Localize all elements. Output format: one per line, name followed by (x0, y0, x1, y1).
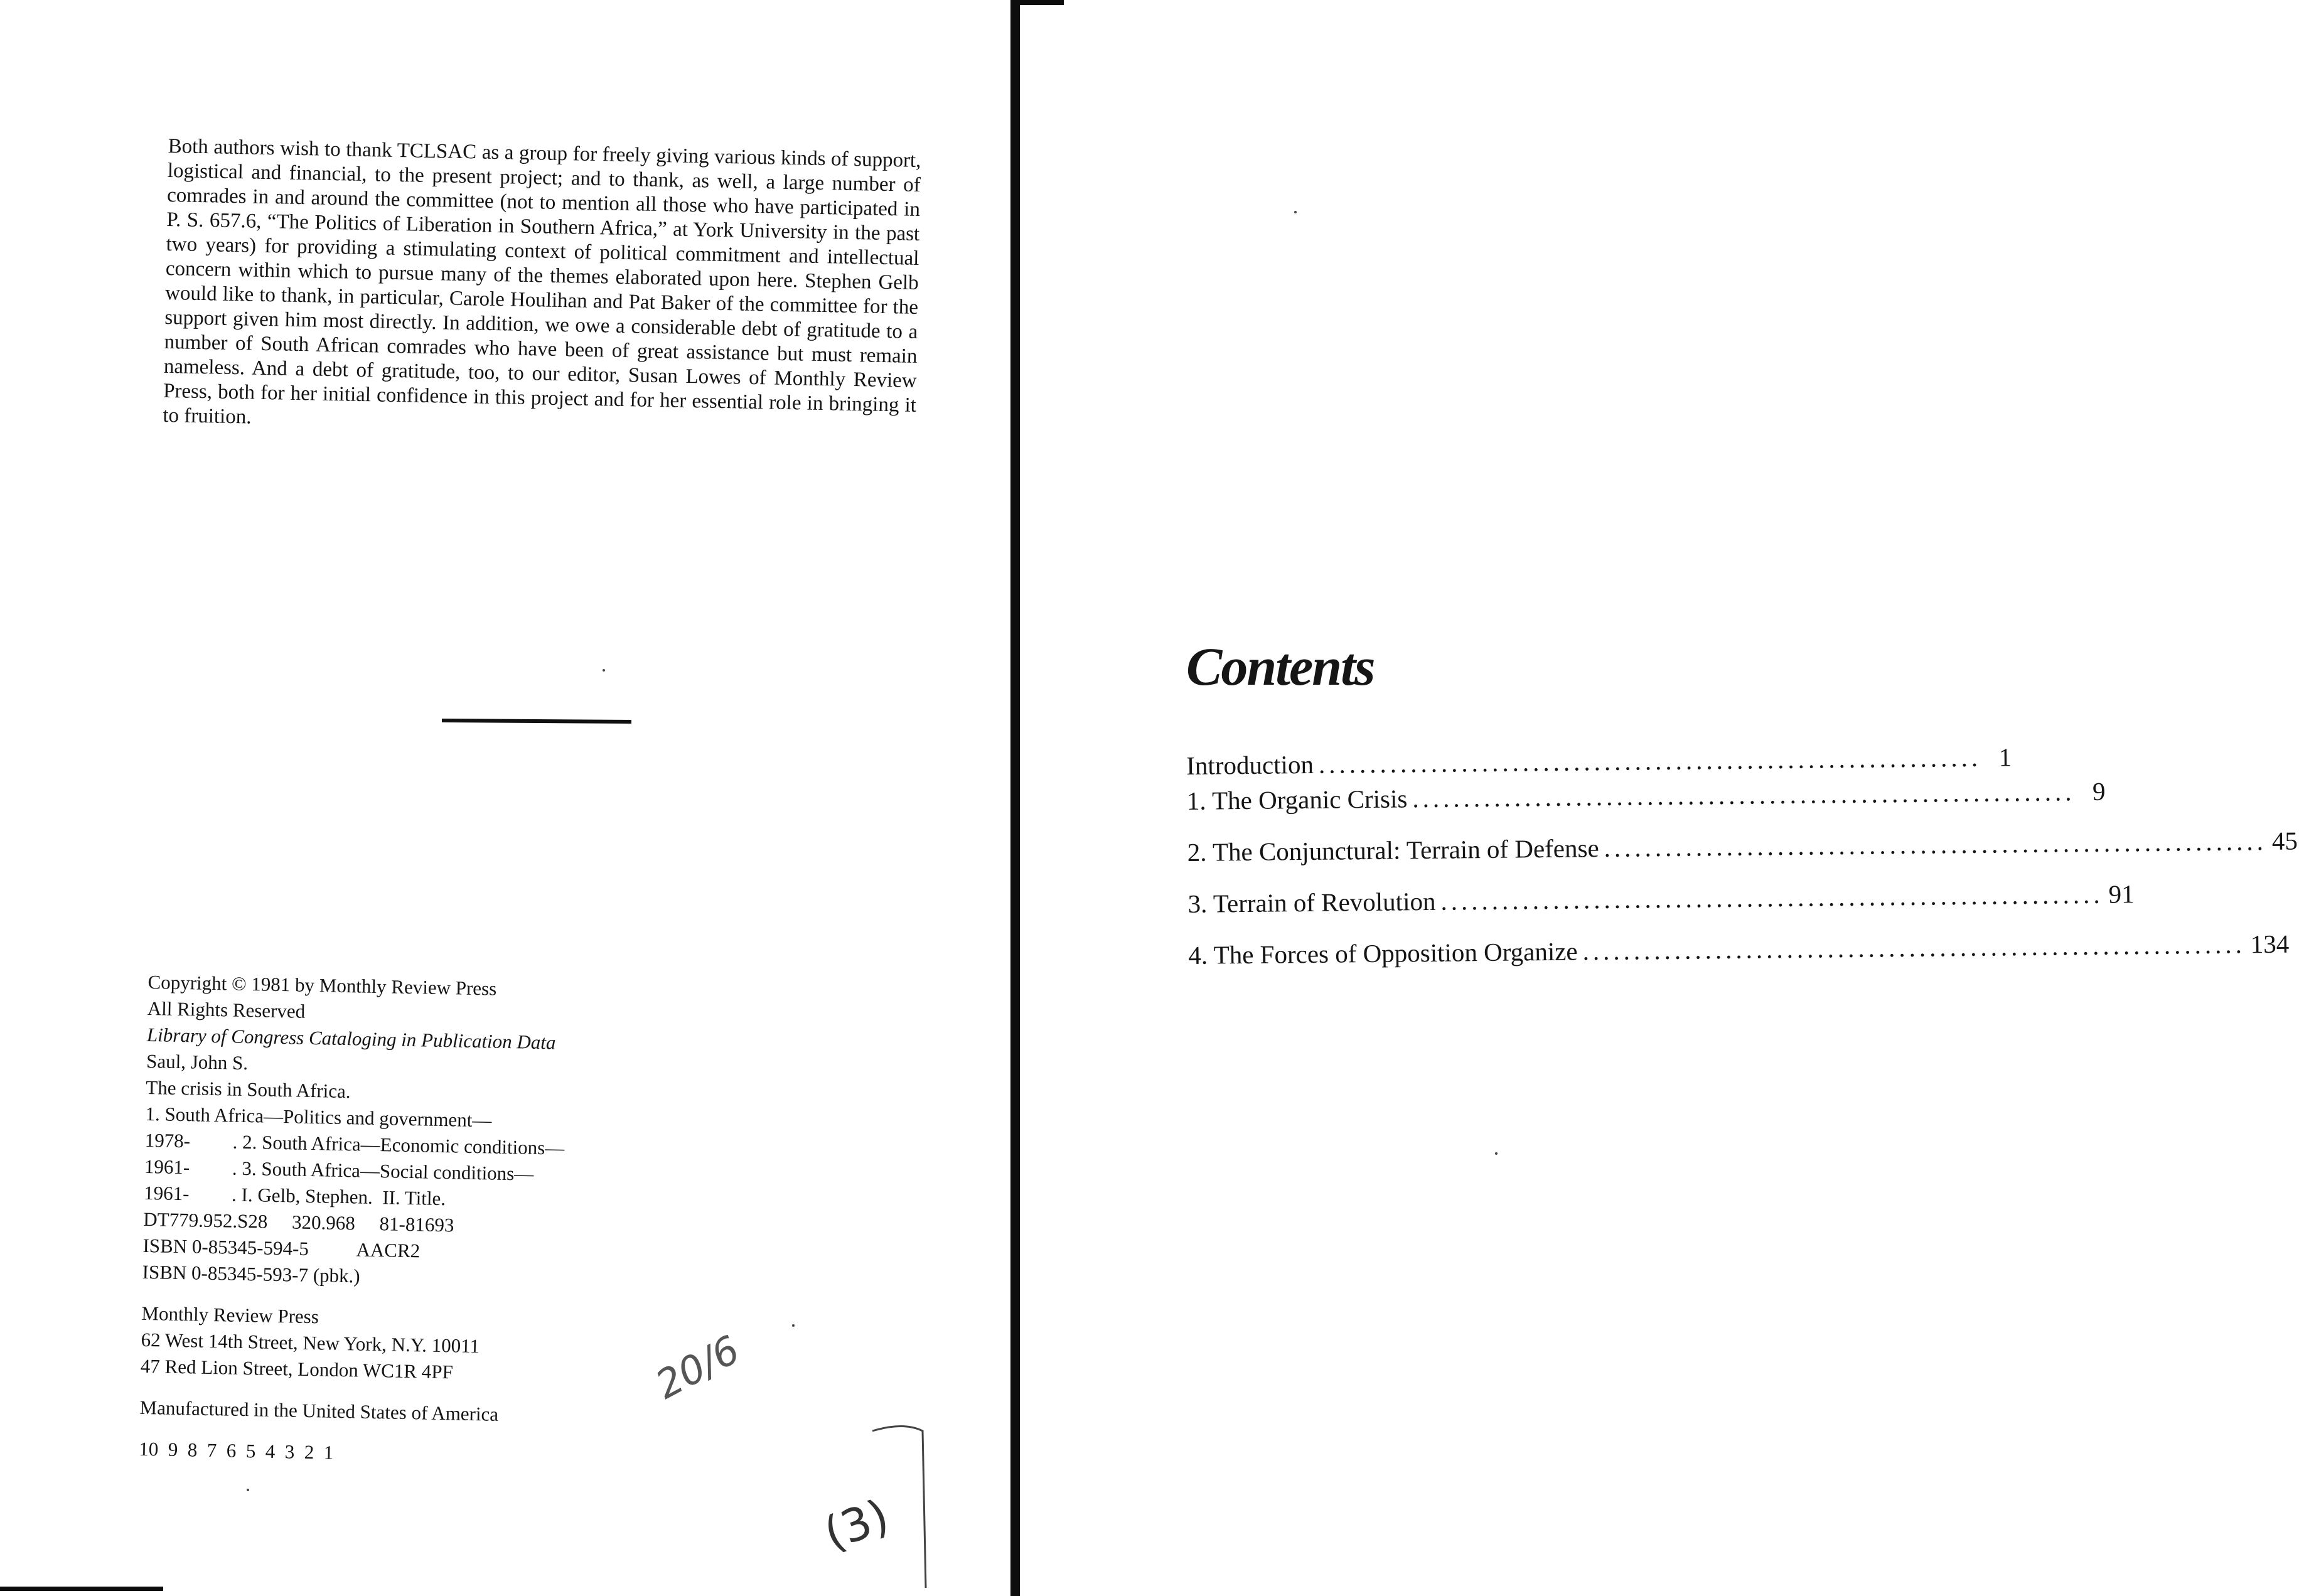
toc-entry-page: 9 (2092, 776, 2106, 806)
publisher-name: Monthly Review Press (141, 1302, 319, 1328)
cip-subject-3-year: 1961- (144, 1155, 190, 1179)
toc-entry-page: 91 (2108, 879, 2135, 909)
publisher-address-london: 47 Red Lion Street, London WC1R 4PF (140, 1354, 454, 1383)
book-gutter-shadow (1010, 0, 1020, 1596)
cip-subject-2-year: 1978- (144, 1128, 191, 1152)
toc-entry[interactable] (1187, 826, 2298, 867)
scan-speck (247, 1489, 249, 1491)
contents-heading: Contents (1186, 636, 1375, 697)
cip-subject-2-text: . 2. South Africa—Economic conditions— (232, 1130, 565, 1159)
table-of-contents (1186, 742, 2298, 970)
toc-entry[interactable] (1186, 742, 2012, 781)
toc-entry[interactable] (1186, 776, 2106, 816)
copyright-line: Copyright © 1981 by Monthly Review Press (147, 970, 497, 1000)
toc-entry-page: 134 (2250, 929, 2290, 959)
scan-speck (603, 669, 605, 672)
manufactured-line: Manufactured in the United States of America (139, 1396, 499, 1425)
cip-author: Saul, John S. (146, 1049, 249, 1074)
handwritten-pencil-marks (648, 1326, 954, 1594)
scan-speck (1495, 1152, 1498, 1155)
handwritten-bracket: (3) (817, 1489, 896, 1560)
rights-line: All Rights Reserved (147, 997, 306, 1022)
copyright-colophon (139, 969, 713, 1473)
cip-subject-1: 1. South Africa—Politics and government— (145, 1102, 492, 1132)
scan-edge-mark (1020, 0, 1064, 5)
isbn-cloth: ISBN 0-85345-594-5 AACR2 (142, 1234, 421, 1262)
toc-entry-label: 2. The Conjunctural: Terrain of Defense (1187, 833, 1599, 867)
toc-entry-label: 1. The Organic Crisis (1186, 784, 1408, 815)
toc-entry-label: 4. The Forces of Opposition Organize (1188, 936, 1578, 970)
scan-speck (792, 1324, 795, 1327)
toc-entry-label: 3. Terrain of Revolution (1187, 886, 1436, 918)
cip-heading: Library of Congress Cataloging in Publication Data (146, 1023, 556, 1054)
toc-entry-page: 1 (1998, 742, 2012, 772)
cip-subject-4-year: 1961- (143, 1181, 190, 1205)
toc-leader-dots: ................................................................. (1318, 742, 1982, 779)
isbn-paperback: ISBN 0-85345-593-7 (pbk.) (142, 1260, 361, 1287)
toc-leader-dots: ................................................................. (1412, 777, 2076, 813)
acknowledgment-paragraph: Both authors wish to thank TCLSAC as a group for freely giving various kinds of support, logistical and financial, to the present project; and to thank, as well, a large number of comrades in and around the committee (not to mention all those who have participated in P. S. 657.6, “The Politics of Liberation in Southern Africa,” at York University in the past two years) for providing a stimulating context of political commitment and intellectual concern within which to pursue many of the themes elaborated upon here. Stephen Gelb would like to thank, in particular, Carole Houlihan and Pat Baker of the committee for the support given him most directly. In addition, we owe a considerable debt of gratitude to a number of South African comrades who have been of great assistance but must remain nameless. And a debt of gratitude, too, to our editor, Susan Lowes of Monthly Review Press, both for her initial confidence in this project and for her essential role in bringing it to fruition. (163, 134, 921, 429)
toc-leader-dots: ................................................................. (1604, 826, 2268, 863)
toc-leader-dots: ................................................................. (1582, 929, 2246, 966)
toc-entry[interactable] (1187, 879, 2135, 919)
printing-number-line: 10 9 8 7 6 5 4 3 2 1 (138, 1437, 334, 1464)
toc-entry-page: 45 (2271, 826, 2298, 855)
handwritten-note: 20/6 (648, 1326, 747, 1408)
publisher-address-ny: 62 West 14th Street, New York, N.Y. 10011 (141, 1328, 480, 1358)
toc-entry-label: Introduction (1186, 749, 1314, 780)
cip-classification: DT779.952.S28 320.968 81-81693 (143, 1208, 454, 1236)
cip-title: The crisis in South Africa. (146, 1076, 351, 1103)
scan-speck (1294, 211, 1297, 213)
scan-bottom-edge (0, 1587, 163, 1591)
toc-leader-dots: ................................................................. (1440, 879, 2104, 916)
cip-subject-4-text: . I. Gelb, Stephen. II. Title. (231, 1183, 446, 1210)
cip-subject-3-text: . 3. South Africa—Social conditions— (232, 1157, 534, 1185)
